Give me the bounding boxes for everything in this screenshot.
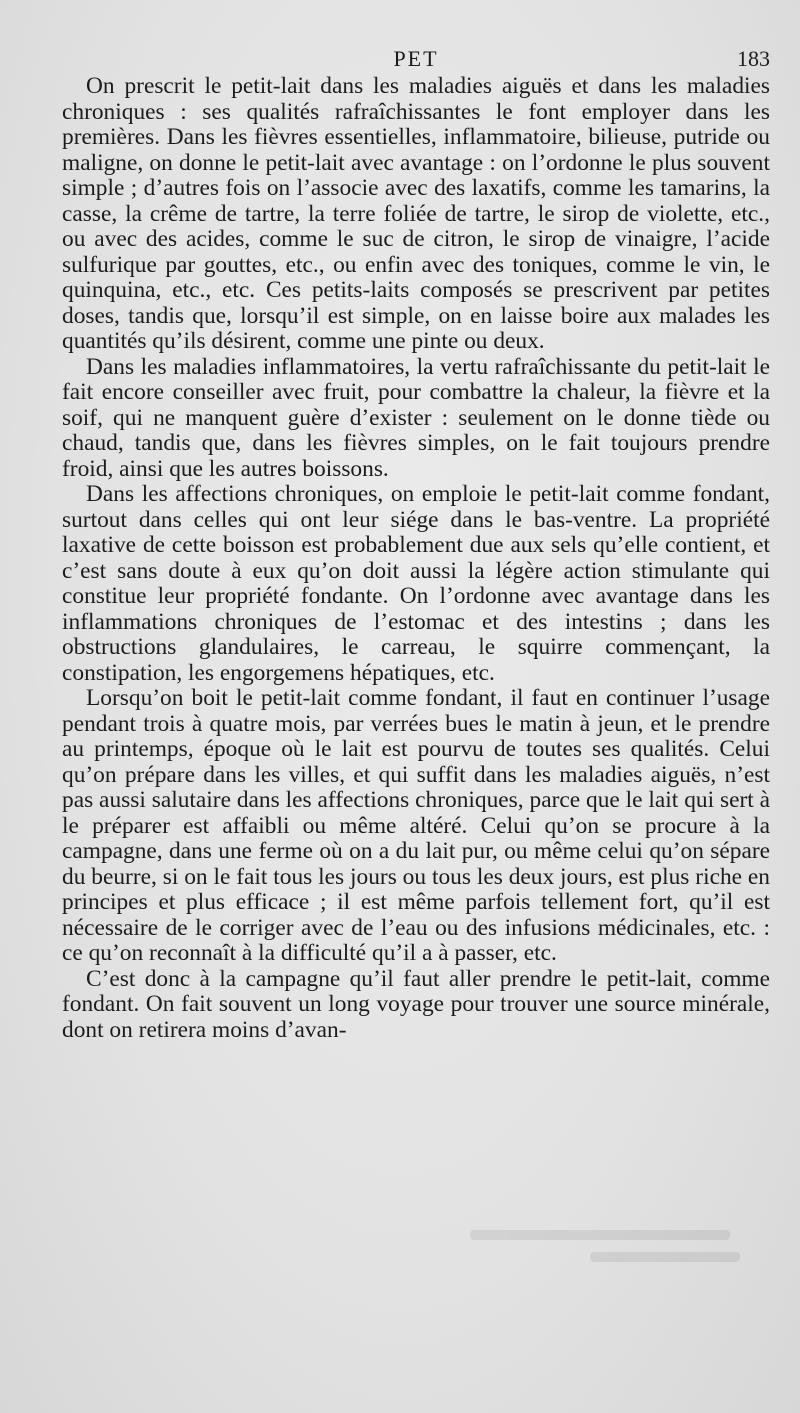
paragraph: Dans les maladies inflammatoires, la vertu rafraîchissante du petit-lait le fait encore conseiller avec fruit, pour combattre la chaleur, la fièvre et la soif, qui ne manquent guère d’exister : seulement on le donne tiède ou chaud, tandis que, dans les fièvres simples, on le fait toujours prendre froid, ainsi que les autres boissons. xyxy=(62,353,770,482)
bleed-mark xyxy=(470,1230,730,1240)
paragraph: On prescrit le petit-lait dans les maladies aiguës et dans les maladies chroniques : ses qualités rafraîchissantes le font employer dans les premières. Dans les fièvres essentielles, inflammatoire, bilieuse, putride ou maligne, on donne le petit-lait avec avantage : on l’ordonne le plus souvent simple ; d’autres fois on l’associe avec des laxatifs, comme les tamarins, la casse, la crême de tartre, la terre foliée de tartre, le sirop de violette, etc., ou avec des acides, comme le suc de citron, le sirop de vinaigre, l’acide sulfurique par gouttes, etc., ou enfin avec des toniques, comme le vin, le quinquina, etc., etc. Ces petits-laits composés se prescrivent par petites doses, tandis que, lorsqu’il est simple, on en laisse boire aux malades les quantités qu’ils désirent, comme une pinte ou deux. xyxy=(62,73,770,354)
body-text xyxy=(62,74,770,1043)
page-number: 183 xyxy=(737,46,770,71)
show-through-bleed xyxy=(0,1230,800,1290)
bleed-mark xyxy=(590,1252,740,1262)
paragraph: Lorsqu’on boit le petit-lait comme fondant, il faut en continuer l’usage pendant trois à quatre mois, par verrées bues le matin à jeun, et le prendre au printemps, époque où le lait est pourvu de toutes ses qualités. Celui qu’on prépare dans les villes, et qui suffit dans les maladies aiguës, n’est pas aussi salutaire dans les affections chroniques, parce que le lait qui sert à le préparer est affaibli ou même altéré. Celui qu’on se procure à la campagne, dans une ferme où on a du lait pur, ou même celui qu’on sépare du beurre, si on le fait tous les jours ou tous les deux jours, est plus riche en principes et plus efficace ; il est même parfois tellement fort, qu’il est nécessaire de le corriger avec de l’eau ou des infusions médicinales, etc. : ce qu’on reconnaît à la difficulté qu’il a à passer, etc. xyxy=(62,685,770,966)
running-head-title: PET xyxy=(393,46,439,71)
paragraph: C’est donc à la campagne qu’il faut aller prendre le petit-lait, comme fondant. On fait souvent un long voyage pour trouver une source minérale, dont on retirera moins d’avan- xyxy=(62,965,770,1043)
running-head xyxy=(62,38,770,74)
paragraph: Dans les affections chroniques, on emploie le petit-lait comme fondant, surtout dans celles qui ont leur siége dans le bas-ventre. La propriété laxative de cette boisson est probablement due aux sels qu’elle contient, et c’est sans doute à eux qu’on doit aussi la légère action stimulante qui constitue leur propriété fondante. On l’ordonne avec avantage dans les inflammations chroniques de l’estomac et des intestins ; dans les obstructions glandulaires, le carreau, le squirre commençant, la constipation, les engorgemens hépatiques, etc. xyxy=(62,481,770,686)
